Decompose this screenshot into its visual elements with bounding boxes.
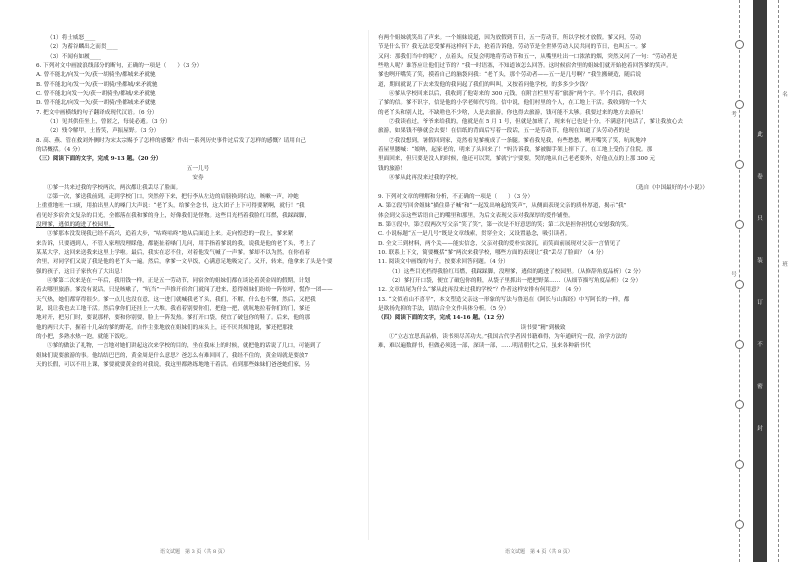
page-3-column xyxy=(36,34,360,370)
binding-hole xyxy=(735,400,744,409)
text-line: C. 曾不能北向发一矢/获一胡骑坐/都城/来矛就驰 xyxy=(36,91,156,98)
text-line: 10. 联系上下文，简要概括“爹”两次来我学校，哪些方面的表现让“我”丢尽了脸面？（4 分） xyxy=(378,249,607,256)
text-line: ①爹一共来过我的学校两次，两次都让我丢尽了脸面。 xyxy=(47,184,182,191)
text-line: ⑧爹从此再没来过我的学校。 xyxy=(389,175,462,182)
binding-char: 装 xyxy=(757,258,763,264)
text-line: 6. 下列对文中画波浪线部分的断句，正确的一项是（ ）（3 分） xyxy=(36,63,203,70)
page-4-column xyxy=(378,34,708,352)
binding-label: 考 xyxy=(731,112,737,118)
text-line: 8. 高、燕、管在救刘外侧时为宋太宗赐予了怎样的感慨？作出一系列历史事件过后发了怎样的感慨？请用自己 xyxy=(36,137,307,144)
text-line: D. 全文三到材料，两个关——能实信念，父亲对我的爱朴实深沉，而笑面前展现对父亲一言情见了 xyxy=(378,240,621,247)
text-line: 钱的旅游！ xyxy=(378,165,406,172)
text-line: 体会到父亲这些话语自己的嘴里和那里，为后文表现父亲对我深厚的爱作铺垫。 xyxy=(378,212,574,219)
text-line: 他的两只大手，握着十几朵的爹的野花，自作主张地放在姐妹们的床头上，还不厌其烦地说，爹还把那批 xyxy=(36,324,294,331)
binding-char: 订 xyxy=(757,300,763,306)
binding-label: 班 xyxy=(782,262,788,268)
text-line: （2）为蓄谷麟出之而贯____ xyxy=(47,44,118,51)
text-line: ⑦我没想到，暑假回到家，竟然看见爹瘦成了一条腿。爹看我见我，有些愁愁，咧开嘴笑了笑，吭吭地冲 xyxy=(389,137,647,144)
binding-char: 卷 xyxy=(757,174,763,180)
binding-hole xyxy=(735,280,744,289)
text-line: A. 第②段写回舍姐妹“描住鼻子喊”和“一起发出响起的笑声”，从侧面表现父亲的质朴厚道，揭示“我” xyxy=(378,203,627,210)
binding-label: 号 xyxy=(731,272,737,278)
binding-hole xyxy=(735,220,744,229)
binding-hole xyxy=(735,40,744,49)
binding-char: 密 xyxy=(757,384,763,390)
text-line: （1）见其供佳坐上，曾匿之，每徒必遁。（3 分） xyxy=(47,119,171,126)
text-line: B. 第⑤段中，第⑦段两次写父亲“笑了笑”，第一次是不好意思的笑；第二次是担你担忧心安慰我的笑。 xyxy=(378,221,632,228)
text-line: 姐妹们说要旅游的事。他结结巴巴的，黄金周是什么意思？爸怎么有难回回了，我经不住的，黄金周就是要放7 xyxy=(36,352,309,359)
text-line: ⑥爹从学校回来以后，我收到了他寄来的 300 元钱，在附言栏里写着“旅游”两个字。半个月后，我收到 xyxy=(389,91,644,98)
text-line: ⑦我读看过，爷爷来给我的，他就是在 5 月 1 号，但就是加班了，现来有已也是十分，不满意打电话了，爹让我放心去 xyxy=(389,119,683,126)
text-line: 说，说让我也去工地干活。然后拿你们还挂上一大堆。我看着别要你们，把他一把，就吭地拉着你们的门，爹还 xyxy=(36,305,311,312)
text-line: 13. “文似看山不喜平”，本文塑造父亲这一形象的写法与鲁迅在《阿长与山海经》中写阿长的一样，都 xyxy=(378,296,630,303)
text-line: 没理爹，逃似的跑进了校园里。 xyxy=(36,221,115,228)
binding-hole xyxy=(735,100,744,109)
binding-hole xyxy=(735,520,744,529)
binding-hole xyxy=(735,160,744,169)
text-line: 着屋里腰喊：“娘呐，起家老的，明来了头回来了！”妈告诉我，爹被脚手架上摔下了，在工地上受伤了住院。那 xyxy=(378,147,653,154)
text-line: 上重重地吐一口痰，用拍出里人的嗓门大声说：“老丫头，给爹全念书，这大团子上下可得要紧啊，就行！”我 xyxy=(36,203,305,210)
text-line: （2）残令解甲，土皆笑，声振屋野。（3 分） xyxy=(47,128,160,135)
text-line: 读书要“精”到极致 xyxy=(520,324,566,331)
text-line: 天的长假，可以不用上课，爹要就要黄金的对我说，我这里都熟练地地干着活。看到那些妹妹们爸爸她们家，另 xyxy=(36,362,311,369)
text-line: B. 曾不能北向/发一矢/获一胡骑/坐都城/来矛就驰 xyxy=(36,81,158,88)
text-line: 的话概括。（4 分） xyxy=(36,147,84,154)
text-line: 地对开，把另门时，要说那样，要和你别要，脸上一阵发热。爹打开口袋，便宜了破包你的鞋了。后来，他的那 xyxy=(36,315,311,322)
text-line: 12. 文章结尾为什么“爹从此再没来过我的学校”？作者这样安排有何用意？（4 分） xyxy=(378,287,585,294)
text-line: ②第一次，爹送我前到，走到学校门口，突然停下来，把行李从左边的肩膀换到右边，咳嗽一声，冲她 xyxy=(47,193,299,200)
text-line: 安券 xyxy=(192,175,204,182)
text-line: 难，难以遍数群书，但做必须选一部，深读一部，……明清朝代之后，虽来各种新书代 xyxy=(378,343,591,350)
text-line: 节是什么节？我无法忍受爹再这样问下去，抢着告诉他，劳动节是全世界劳动人民共同的节日，也叫五一。爹 xyxy=(378,44,647,51)
text-line: （选自《中国最好的小小说》） xyxy=(632,184,708,191)
text-line: 舍里，对同学们又说了我是他的老丫头一遍。然后，拿爹一文早饭，心满意足地吸完了。又开，转来，他拿来了头是个要 xyxy=(36,259,333,266)
text-line: 着去哪里旅游。爹没有说话，只是咳嗽了，“吭当”一声推开宿舍门就闯了进来，惹得姐妹们纷纷一阵惊呼，慌作一团—— xyxy=(36,287,333,294)
page-4-footer: 语文试题 第 4 页（共 8 页） xyxy=(505,549,573,555)
text-line: 些啥人呢？谁答应让他们过节的？”我一时语塞，不知道该怎么回答。这时候宿舍里的姐妹们就开始抢着回答爹的笑声。 xyxy=(378,63,672,70)
text-line: 天气热，她们都穿得很少。爹一点儿也没在意，这一进门就喊我老丫头，我们，不解，什么也不懂，然后，又把我 xyxy=(36,296,316,303)
text-line: 看见好多宿舍文复杂的目光，全都落在我和爹的身上，好像我们是怪物。这些目光档着我脸红耳燃，我踩踩脚， xyxy=(36,212,311,219)
text-line: C. 小说标题“五一是几号”既是文章线索，贯穿全文；又设置悬念，吸引读者。 xyxy=(378,231,571,238)
binding-char: 此 xyxy=(757,132,763,138)
text-line: 有两个姐妹就笑出了声来。一个姐妹说道，因为放假到节日，五一劳动节，所以学校才放假。爹又问，劳动 xyxy=(378,35,641,41)
text-line: 了爹的信。爹不识字，信是他的小学老师代写的。信中说，他们村里的个人，在工地上干活。我收到的一个大 xyxy=(378,100,647,107)
text-line: 又问：那我们当中的呢？，点着头，反复会明地将劳动节和五一，从嘴里吐出一口浓浓的烟，突然又问了一句：“劳动者是 xyxy=(378,53,678,60)
column-divider xyxy=(368,30,369,540)
text-line: ①“立志宜思真品格，读书须尽苦功夫。”我国古代学者因书籍难得，为年通研究一段，治学方法的 xyxy=(389,334,627,340)
text-line: ⑤爹的做法了礼物，一言地对她们讲起这次来学校的目的，坐在我床上的时候，就把他的话说了几口，可能到了 xyxy=(47,343,322,350)
text-line: （三）阅读下面的文字，完成 9-13 题。（20 分） xyxy=(36,156,162,163)
text-line: 11. 阅读文中画线的句子，按要求回答问题。（4 分） xyxy=(378,259,509,266)
binding-strip xyxy=(753,0,767,562)
text-line: （3）不闻有如履____ xyxy=(47,53,101,60)
binding-hole xyxy=(735,460,744,469)
text-line: 的小把，多熟水热一泡，就能下饭吃。 xyxy=(36,334,132,340)
text-line: 是欲扬先抑的手法，请结合全文作具体分析。（5 分） xyxy=(378,305,510,312)
text-line: 爹也咧开嘴笑了笑，摸着自己的脑袋问我：“老丫头，那个劳动者——五一是几号啊？”我生搬硬造，随后说 xyxy=(378,72,642,79)
text-line: （四）阅读下面的文字，完成 14-16 题。（12 分） xyxy=(378,315,508,322)
text-line: 里面回来，但只要是没人的时候，他还可以哭，爹就宁宁要要，哭的地从自己老老要外，好他点点的上那 300 元 xyxy=(378,156,656,163)
text-line: A. 曾不能北/向发一矢/获一胡骑坐/都城来矛就驰 xyxy=(36,72,156,79)
text-line: 道，期间就说了下去来发他的我问起了我们的叫叫，又按着问他学校，的多多少少钱？ xyxy=(378,81,591,88)
text-line: 旅游，如果钱不够就会去要！在信纸的背面后写着一段话，五一是劳动节，他现在知道了头劳动者的是 xyxy=(378,128,630,135)
text-line: 强的孩子，这日子家伙有了大出息！ xyxy=(36,268,126,275)
text-line: ③爹那本没发现我已经不高兴，追着大步，“咕咚咕咚”地从后面追上来。走向惶恐的一段上，爹来紧 xyxy=(47,231,294,238)
text-line: （1）将士威怒____ xyxy=(47,35,96,41)
binding-char: 不 xyxy=(757,342,763,348)
text-line: D. 曾不能北/向发一矢/获一胡骑/坐都城来矛就驰 xyxy=(36,100,156,107)
text-line: 9. 下列对文章的理解和分析，不正确的一项是（ ）（3 分） xyxy=(378,193,534,200)
page-3-footer: 语文试题 第 3 页（共 8 页） xyxy=(160,549,228,555)
text-line: 的老丫头和别人比，不缺啥也不少啥，人是去旅游，你也得去旅游，钱可能不太够。我要过来的地方去游玩！ xyxy=(378,109,647,116)
binding-label: 名 xyxy=(782,92,788,98)
text-line: （2）爹打开口袋，便宜了破包你的鞋，从袋子里抓出一把把野菜……（从细节描写角度品析）（2 分） xyxy=(389,277,642,284)
cut-line-right xyxy=(778,0,779,562)
binding-hole xyxy=(735,340,744,349)
text-line: ④爹第二次来是在一年后，我用钱一样，正是五一劳动节，同宿舍的姐妹们都在谈论着黄金周的假期，计划 xyxy=(47,277,310,284)
text-line: 五一儿号 xyxy=(186,165,210,172)
text-line: 来告诉，只要遇到人，不管人家理没理睬他，都能扯着嗓门儿问，用手指着爹说的我，说我是他的老丫头，考上了 xyxy=(36,240,316,247)
text-line: 某某大学，这回来送我来这里上学啦。最后，我实在忍不住，对着他发气喊了一声爹。爹却不以为然，在你看着 xyxy=(36,249,311,256)
text-line: 7. 把文中画横线的句子翻译成现代汉语。（6 分） xyxy=(36,109,158,116)
binding-char: 只 xyxy=(757,216,763,222)
text-line: （1）这些目光档得我脸红耳燃，我踩踩脚，没理爹，逃似的跑进了校园里。（从修辞角度品析）（2 分） xyxy=(389,268,645,275)
binding-char: 封 xyxy=(757,426,763,432)
